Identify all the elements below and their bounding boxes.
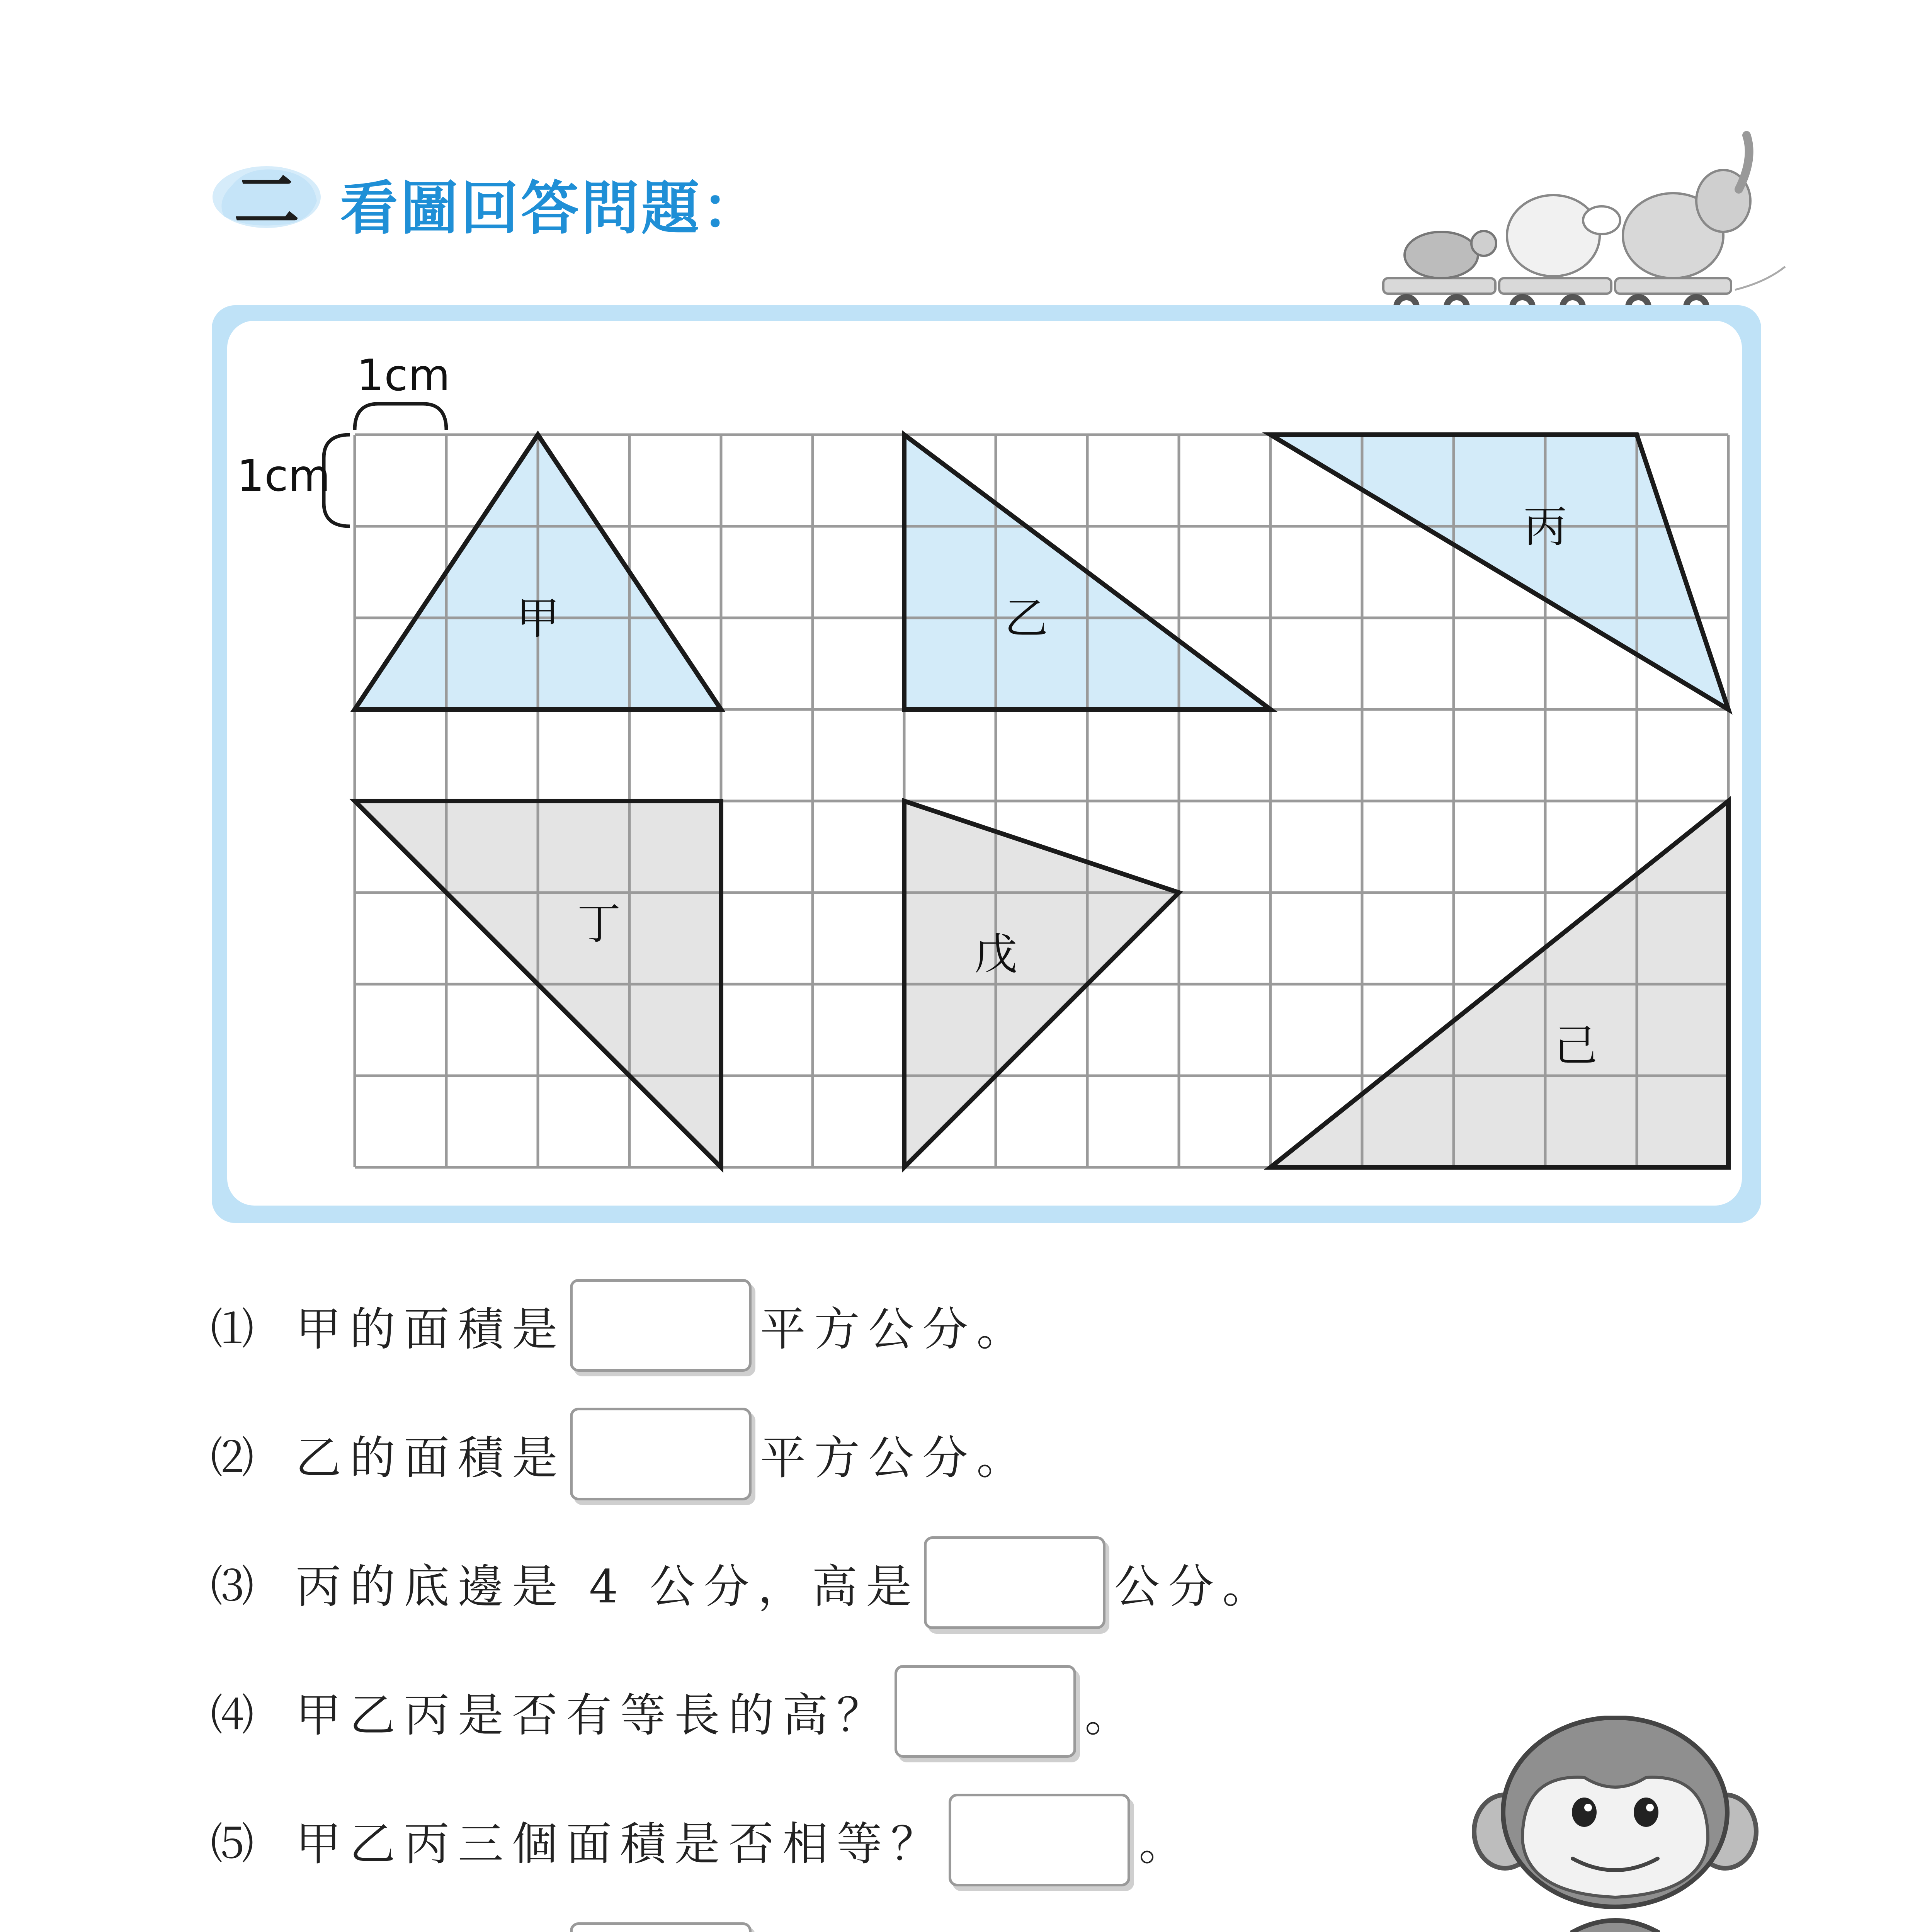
question-number: ⑵ xyxy=(211,1432,254,1483)
answer-box-2[interactable] xyxy=(570,1408,752,1500)
triangle-label: 戊 xyxy=(974,929,1017,980)
question-number: ⑸ xyxy=(211,1818,254,1869)
answer-box-3[interactable] xyxy=(924,1536,1105,1629)
question-unit: 平方公分。 xyxy=(760,1303,1031,1356)
monkey-mascot-icon xyxy=(1468,1716,1762,1932)
triangle-label: 甲 xyxy=(516,594,560,644)
question-2 xyxy=(211,1404,1031,1504)
question-text: 甲乙丙是否有等長的高？ xyxy=(296,1689,891,1742)
question-unit: 。 xyxy=(1085,1689,1139,1742)
question-1 xyxy=(211,1275,1031,1376)
toy-train-animals-icon xyxy=(1376,128,1801,328)
question-3 xyxy=(211,1532,1276,1633)
question-text: 乙的面積是 xyxy=(296,1431,566,1485)
question-unit: 公分。 xyxy=(1114,1560,1277,1613)
unit-height-label: 1cm xyxy=(237,451,330,501)
question-text: 甲的面積是 xyxy=(296,1303,566,1356)
question-unit: 。 xyxy=(1139,1817,1193,1871)
question-text: 丙的底邊是 4 公分，高是 xyxy=(296,1560,920,1613)
question-number: ⑷ xyxy=(211,1690,254,1740)
question-number: ⑴ xyxy=(211,1304,254,1354)
triangle-label: 丁 xyxy=(577,899,621,949)
question-text: 甲乙丙三個面積是否相等？ xyxy=(296,1817,945,1871)
question-4 xyxy=(211,1661,1139,1762)
answer-box-4[interactable] xyxy=(895,1665,1076,1758)
question-5 xyxy=(211,1790,1193,1890)
question-number: ⑶ xyxy=(211,1561,254,1612)
question-6 xyxy=(211,1918,1031,1932)
answer-box-1[interactable] xyxy=(570,1279,752,1372)
unit-width-label: 1cm xyxy=(357,350,450,401)
answer-box-5[interactable] xyxy=(949,1794,1130,1886)
triangle-label: 丙 xyxy=(1524,502,1567,552)
triangle-label: 乙 xyxy=(1005,594,1048,644)
section-title: 看圖回答問題： xyxy=(340,175,762,242)
section-number: 二 xyxy=(233,163,299,240)
answer-box-6[interactable] xyxy=(570,1922,752,1932)
triangle-label: 己 xyxy=(1554,1021,1597,1071)
question-unit: 平方公分。 xyxy=(760,1431,1031,1485)
figure-panel xyxy=(212,305,1761,1223)
